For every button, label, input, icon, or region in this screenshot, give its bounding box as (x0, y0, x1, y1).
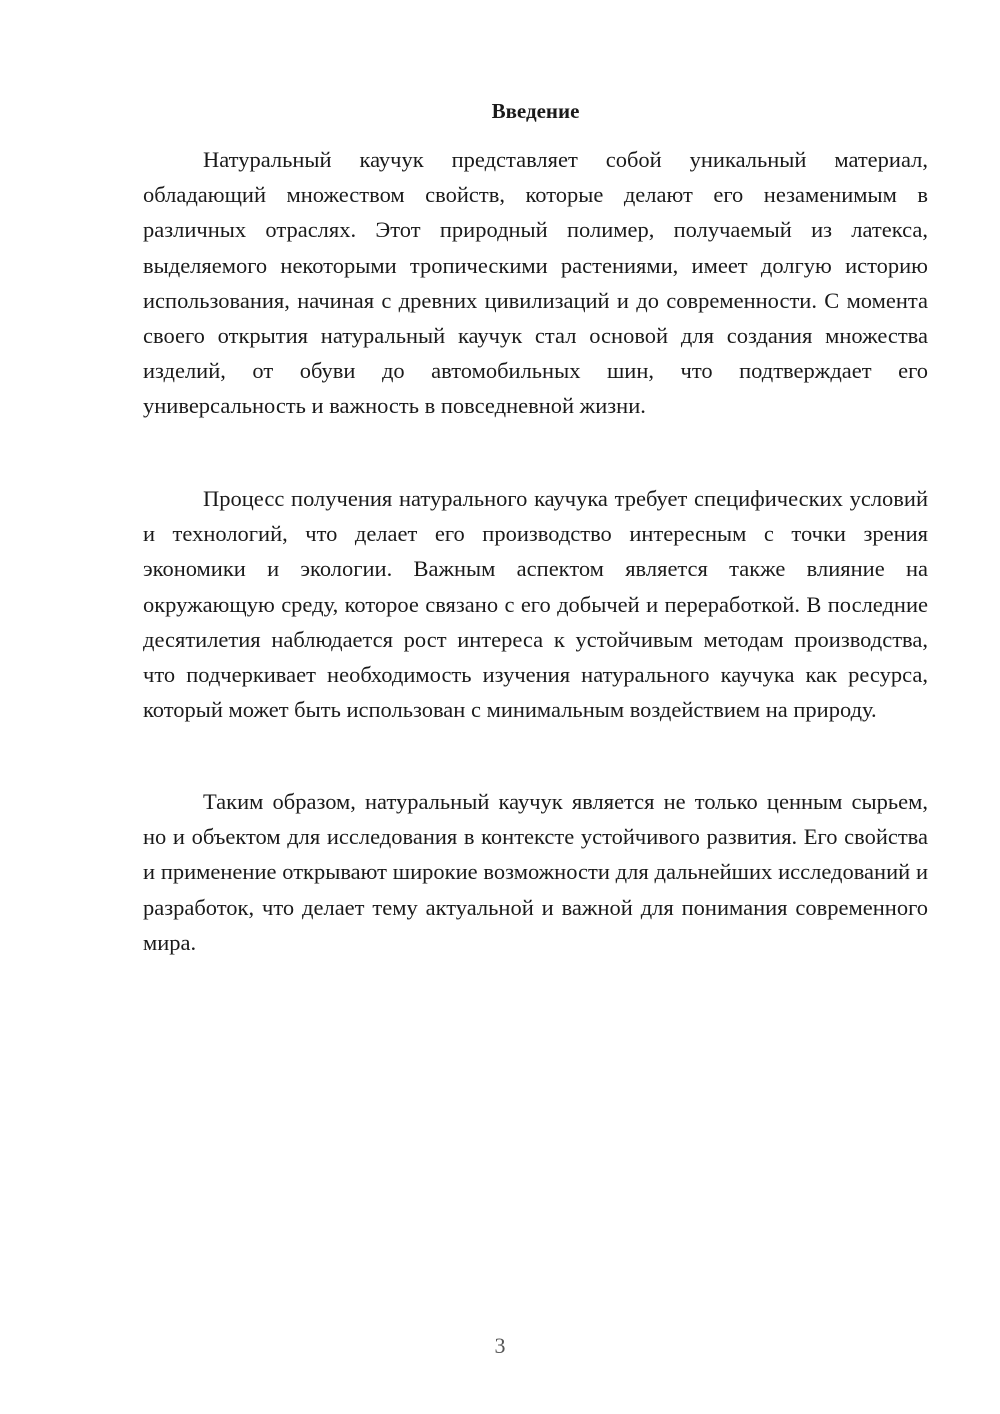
paragraph-1: Натуральный каучук представляет собой уникальный материал, обладающий множеством свойств, которые делают его незаменимым в различных отраслях. Этот природный полимер, получаемый из латекса, выделяемого некоторыми тропическими растениями, имеет долгую историю использования, начиная с древних цивилизаций и до современности. С момента своего открытия натуральный каучук стал основой для создания множества изделий, от обуви до автомобильных шин, что подтверждает его универсальность и важность в повседневной жизни. (143, 147, 928, 419)
paragraph-3: Таким образом, натуральный каучук является не только ценным сырьем, но и объектом для исследования в контексте устойчивого развития. Его свойства и применение открывают широкие возможности для дальнейших исследований и разработок, что делает тему актуальной и важной для понимания современного мира. (143, 789, 928, 955)
section-heading: Введение (491, 99, 580, 123)
page-number: 3 (494, 1333, 506, 1358)
paragraph-2: Процесс получения натурального каучука требует специфических условий и технологий, что делает его производство интересным с точки зрения экономики и экологии. Важным аспектом является также влияние на окружающую среду, которое связано с его добычей и переработкой. В последние десятилетия наблюдается рост интереса к устойчивым методам производства, что подчеркивает необходимость изучения натурального каучука как ресурса, который может быть использован с минимальным воздействием на природу. (143, 486, 928, 723)
